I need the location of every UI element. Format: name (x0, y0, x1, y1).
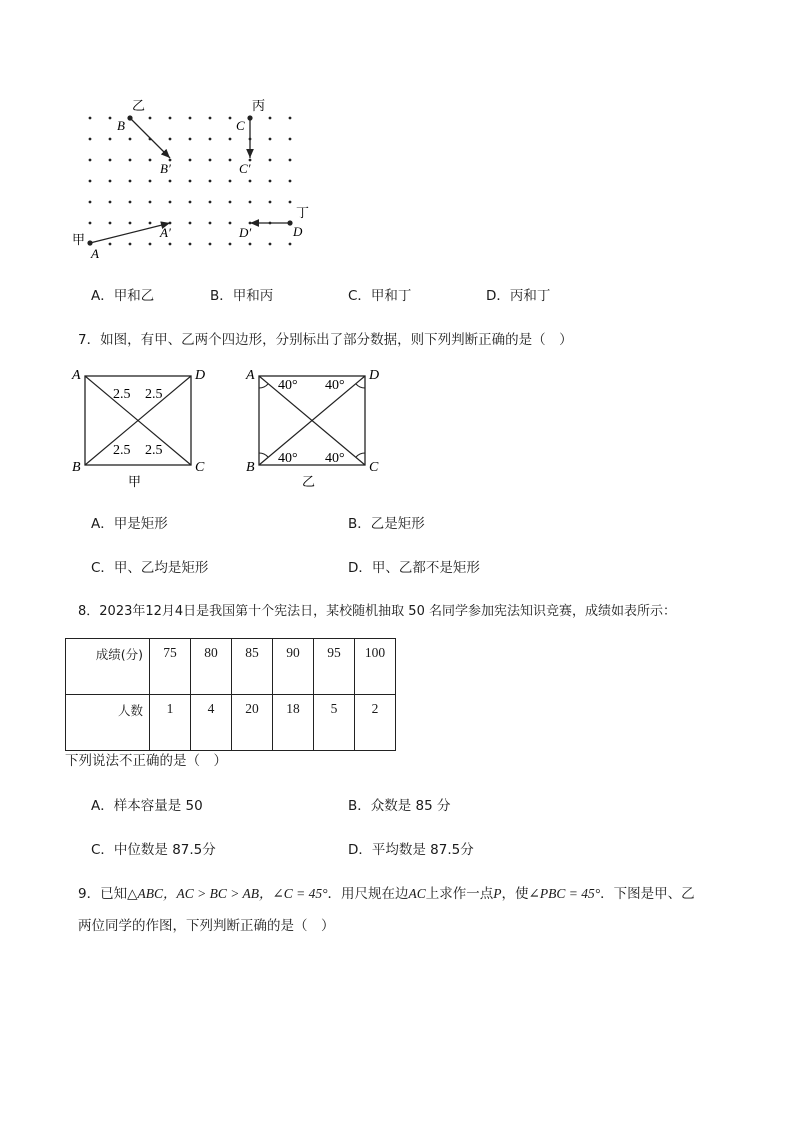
grid-dot (169, 138, 172, 141)
grid-dot (289, 138, 292, 141)
grid-dot (109, 222, 112, 225)
q9-math: △ABC，AC > BC > AB，∠C = 45° (127, 886, 328, 901)
table-cell: 95 (314, 639, 355, 695)
yi-angle-tr: 40° (325, 378, 345, 393)
table-cell: 20 (232, 695, 273, 751)
table-cell: 100 (355, 639, 396, 695)
q6-option-d[interactable]: D．丙和丁 (486, 288, 551, 304)
grid-dot (229, 180, 232, 183)
grid-dot (269, 201, 272, 204)
grid-dot (289, 201, 292, 204)
jia-vertex-B: B (72, 460, 81, 475)
grid-dot (209, 222, 212, 225)
grid-dot (109, 243, 112, 246)
grid-dot (89, 138, 92, 141)
q8-option-b[interactable]: B．众数是 85 分 (348, 798, 451, 814)
yi-angle-tl: 40° (278, 378, 298, 393)
q7-option-d[interactable]: D．甲、乙都不是矩形 (348, 560, 480, 576)
q6-option-c[interactable]: C．甲和丁 (348, 288, 412, 304)
grid-dot (289, 180, 292, 183)
grid-dot (269, 117, 272, 120)
label-D-prime: D′ (239, 225, 252, 240)
grid-dot (209, 117, 212, 120)
grid-dot (229, 159, 232, 162)
grid-dot (149, 180, 152, 183)
grid-dot (209, 180, 212, 183)
grid-dot (129, 222, 132, 225)
grid-dot (89, 159, 92, 162)
grid-dot (169, 201, 172, 204)
table-header-score: 成绩(分) (66, 639, 150, 695)
grid-dot (209, 243, 212, 246)
yi-angle-br: 40° (325, 451, 345, 466)
grid-dot (229, 117, 232, 120)
table-cell: 4 (191, 695, 232, 751)
table-cell: 80 (191, 639, 232, 695)
yi-vertex-B: B (246, 460, 255, 475)
q7-figure-jia (66, 362, 226, 492)
q6-dot-grid-figure (60, 92, 320, 262)
label-C-prime: C′ (239, 161, 251, 176)
table-cell: 90 (273, 639, 314, 695)
grid-dot (289, 159, 292, 162)
grid-dot (169, 243, 172, 246)
jia-seg-bl: 2.5 (113, 443, 131, 458)
q7-option-a[interactable]: A．甲是矩形 (91, 516, 168, 532)
grid-dot (229, 222, 232, 225)
label-B: B (117, 118, 125, 133)
table-cell: 5 (314, 695, 355, 751)
grid-dot (269, 159, 272, 162)
q7-option-c[interactable]: C．甲、乙均是矩形 (91, 560, 209, 576)
q9-text: ．下图是甲、乙 (600, 886, 695, 902)
table-row (66, 639, 396, 695)
grid-dot (109, 159, 112, 162)
yi-caption: 乙 (302, 475, 316, 490)
label-bing: 丙 (252, 99, 266, 114)
table-header-count: 人数 (66, 695, 150, 751)
grid-dot (209, 138, 212, 141)
jia-seg-tl: 2.5 (113, 387, 131, 402)
label-D: D (293, 224, 303, 239)
table-cell: 85 (232, 639, 273, 695)
table-cell: 1 (150, 695, 191, 751)
grid-dot (129, 180, 132, 183)
q9-math: P (493, 886, 502, 901)
label-ding: 丁 (296, 206, 310, 221)
grid-dot (109, 117, 112, 120)
label-yi: 乙 (132, 99, 146, 114)
grid-dot (149, 159, 152, 162)
yi-vertex-D: D (369, 368, 380, 383)
jia-vertex-A: A (72, 368, 81, 383)
grid-dot (129, 159, 132, 162)
grid-dot (109, 138, 112, 141)
yi-vertex-C: C (369, 460, 379, 475)
grid-dot (229, 243, 232, 246)
q9-line-1 (78, 882, 695, 902)
grid-dot (189, 138, 192, 141)
grid-dot (189, 243, 192, 246)
grid-dot (89, 117, 92, 120)
grid-dot (109, 180, 112, 183)
grid-dot (149, 117, 152, 120)
grid-dot (89, 180, 92, 183)
grid-dot (209, 159, 212, 162)
grid-dot (129, 201, 132, 204)
q9-text: ，使 (501, 886, 529, 902)
grid-dot (189, 201, 192, 204)
q6-option-b[interactable]: B．甲和丙 (210, 288, 274, 304)
jia-vertex-C: C (195, 460, 205, 475)
grid-dot (269, 180, 272, 183)
label-A: A (91, 246, 99, 261)
grid-dot (289, 243, 292, 246)
grid-dot (149, 243, 152, 246)
grid-dot (249, 201, 252, 204)
grid-dot (209, 201, 212, 204)
grid-dot (149, 222, 152, 225)
grid-dot (229, 201, 232, 204)
label-A-prime: A′ (160, 225, 171, 240)
q9-text: 9．已知 (78, 886, 128, 902)
q8-option-d[interactable]: D．平均数是 87.5分 (348, 842, 474, 858)
grid-dot (89, 222, 92, 225)
grid-dot (189, 222, 192, 225)
q8-stem: 8．2023年12月4日是我国第十个宪法日，某校随机抽取 50 名同学参加宪法知识竞赛，成绩如表所示： (78, 604, 676, 619)
q8-score-table (65, 638, 396, 751)
grid-dot (129, 243, 132, 246)
grid-dot (249, 180, 252, 183)
q8-option-c[interactable]: C．中位数是 87.5分 (91, 842, 216, 858)
grid-dot (269, 138, 272, 141)
grid-dot (269, 243, 272, 246)
label-B-prime: B′ (160, 161, 171, 176)
q9-text: ．用尺规在边 (327, 886, 409, 902)
table-cell: 75 (150, 639, 191, 695)
q8-option-a[interactable]: A．样本容量是 50 (91, 798, 203, 814)
grid-dot (189, 117, 192, 120)
grid-dot (169, 180, 172, 183)
table-row (66, 695, 396, 751)
q9-math: AC (408, 886, 426, 901)
q7-stem: 7．如图，有甲、乙两个四边形，分别标出了部分数据，则下列判断正确的是（ ） (78, 332, 573, 348)
grid-dot (189, 180, 192, 183)
q7-figure-yi (240, 362, 400, 492)
label-C: C (236, 118, 245, 133)
grid-dot (289, 117, 292, 120)
grid-dot (249, 243, 252, 246)
q7-option-b[interactable]: B．乙是矩形 (348, 516, 425, 532)
grid-dot (109, 201, 112, 204)
arrow-a-to-a-prime (90, 223, 170, 243)
q6-option-a[interactable]: A．甲和乙 (91, 288, 155, 304)
q9-text: 上求作一点 (425, 886, 494, 902)
grid-dot (149, 201, 152, 204)
grid-dot (169, 117, 172, 120)
arrow-b-to-b-prime (130, 118, 170, 158)
grid-dot (89, 201, 92, 204)
q9-line-2: 两位同学的作图，下列判断正确的是（ ） (78, 918, 335, 934)
jia-vertex-D: D (195, 368, 206, 383)
table-cell: 2 (355, 695, 396, 751)
jia-seg-br: 2.5 (145, 443, 163, 458)
label-jia: 甲 (72, 233, 86, 248)
jia-caption: 甲 (128, 475, 142, 490)
table-cell: 18 (273, 695, 314, 751)
grid-dot (189, 159, 192, 162)
q9-math: ∠PBC = 45° (528, 886, 601, 901)
grid-dot (229, 138, 232, 141)
yi-vertex-A: A (246, 368, 255, 383)
q8-question: 下列说法不正确的是（ ） (65, 753, 227, 769)
grid-dot (129, 138, 132, 141)
jia-seg-tr: 2.5 (145, 387, 163, 402)
yi-angle-bl: 40° (278, 451, 298, 466)
